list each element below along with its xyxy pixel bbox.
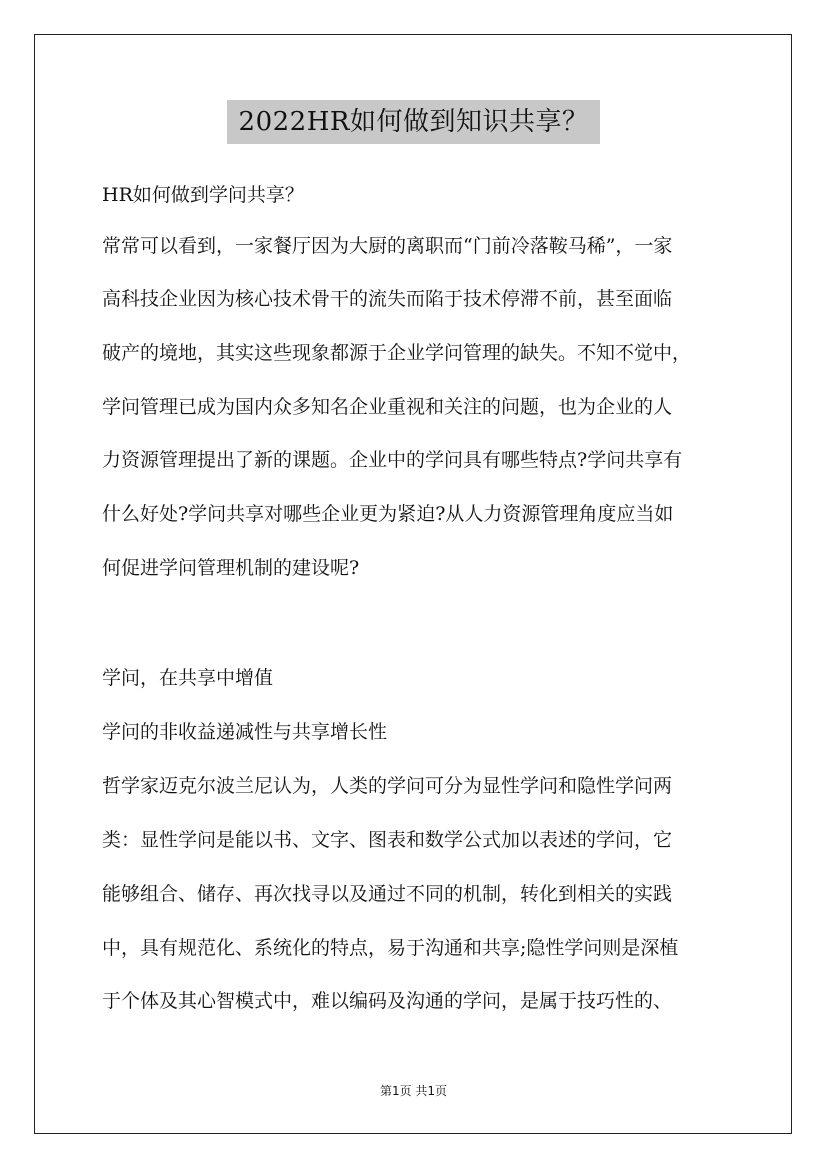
paragraph-line: 力资源管理提出了新的课题。企业中的学问具有哪些特点?学问共享有 (102, 449, 683, 471)
title-container (0, 100, 827, 144)
document-title: 2022HR如何做到知识共享？ (227, 100, 601, 144)
sub-section-heading: 学问的非收益递减性与共享增长性 (102, 721, 388, 743)
paragraph-line: 高科技企业因为核心技术骨干的流失而陷于技术停滞不前，甚至面临 (102, 288, 673, 310)
paragraph-line: 常常可以看到，一家餐厅因为大厨的离职而“门前冷落鞍马稀”，一家 (102, 235, 673, 257)
paragraph-line: 中，具有规范化、系统化的特点，易于沟通和共享;隐性学问则是深植 (102, 937, 679, 959)
paragraph-line: 何促进学问管理机制的建设呢? (102, 557, 360, 579)
document-subtitle: HR如何做到学问共享？ (102, 184, 304, 206)
paragraph-line: 哲学家迈克尔波兰尼认为，人类的学问可分为显性学问和隐性学问两 (102, 775, 673, 797)
paragraph-line: 能够组合、储存、再次找寻以及通过不同的机制，转化到相关的实践 (102, 883, 673, 905)
paragraph-line: 类：显性学问是能以书、文字、图表和数学公式加以表述的学问，它 (102, 829, 673, 851)
page-footer: 第1页 共1页 (379, 1084, 448, 1098)
paragraph-line: 破产的境地，其实这些现象都源于企业学问管理的缺失。不知不觉中， (102, 342, 692, 364)
section-heading: 学问，在共享中增值 (102, 667, 274, 689)
paragraph-line: 什么好处?学问共享对哪些企业更为紧迫?从人力资源管理角度应当如 (102, 503, 674, 525)
paragraph-line: 于个体及其心智模式中，难以编码及沟通的学问，是属于技巧性的、 (102, 990, 673, 1012)
paragraph-line: 学问管理已成为国内众多知名企业重视和关注的问题，也为企业的人 (102, 396, 673, 418)
